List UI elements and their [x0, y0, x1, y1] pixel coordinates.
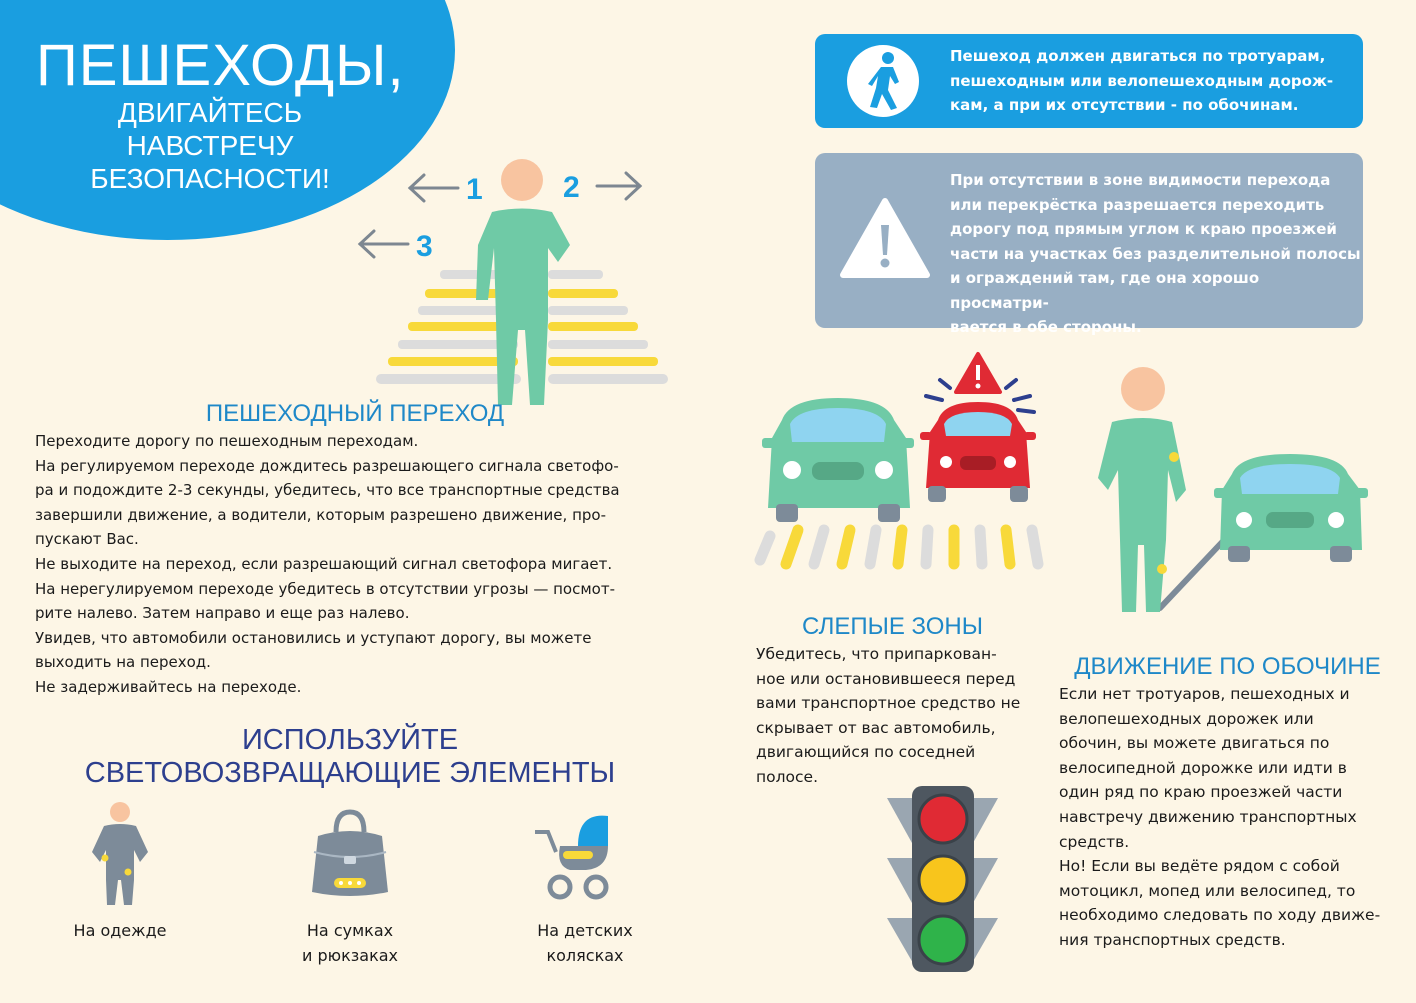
arrow-3-icon	[360, 231, 408, 257]
pedestrian-icon	[815, 34, 816, 35]
strollers-caption: На детских колясках	[537, 921, 633, 965]
warning-icon	[815, 153, 816, 154]
direction-1-label: 1	[466, 173, 483, 206]
bag-icon	[312, 812, 388, 896]
bags-caption: На сумках и рюкзаках	[301, 921, 399, 965]
roadside-car-icon	[1214, 454, 1368, 562]
direction-2-label: 2	[563, 171, 580, 204]
red-car-icon	[920, 402, 1036, 502]
traffic-light-icon	[0, 0, 1, 1]
crossing-info-box	[815, 153, 1363, 336]
blind-zones-heading: СЛЕПЫЕ ЗОНЫ	[802, 613, 983, 640]
pedestrian-figure	[476, 159, 570, 405]
roadside-text: Если нет тротуаров, пешеходных и велопешеходных дорожек или обочин, вы можете двигаться по велосипедной дорожке или идти в один ряд по краю проезжей части навстречу движению транспортных средств. Но! Если вы ведёте рядом с собой мотоцикл, мопед или велосипед, то необходимо следовать по ходу движе- ния транспортных средств.	[1059, 685, 1381, 949]
arrow-2-icon	[597, 173, 640, 199]
crossing-text: Переходите дорогу по пешеходным переходам. На регулируемом переходе дождитесь разрешающего сигнала светофо- ра и подождите 2-3 секунды, убедитесь, что все транспортные средства завершили движение, а водители, которым разрешено движение, про- пускают Вас. Не выходите на переход, если разрешающий сигнал светофора мигает. На нерегулируемом переходе убедитесь в отсутствии угрозы — посмот- рите налево. Затем направо и еще раз налево. Увидев, что автомобили остановились и уступают дорогу, вы можете выходить на переход. Не задерживайтесь на переходе.	[35, 432, 620, 696]
clothes-figure-icon	[92, 802, 148, 905]
page-subtitle: ДВИГАЙТЕСЬ НАВСТРЕЧУ БЕЗОПАСНОСТИ!	[90, 97, 330, 194]
road-edge	[1160, 538, 1226, 608]
sidewalk-info-text: Пешеход должен двигаться по тротуарам, пешеходным или велопешеходным дорож- кам, а при их отсутствии - по обочинам.	[950, 47, 1334, 114]
clothes-caption: На одежде	[73, 921, 167, 940]
green-car-icon	[762, 398, 914, 522]
direction-3-label: 3	[416, 230, 433, 263]
reflective-heading: ИСПОЛЬЗУЙТЕ СВЕТОВОЗВРАЩАЮЩИЕ ЭЛЕМЕНТЫ	[84, 724, 616, 789]
roadside-pedestrian-figure	[1098, 367, 1186, 612]
crossing-heading: ПЕШЕХОДНЫЙ ПЕРЕХОД	[205, 400, 505, 427]
page-title: ПЕШЕХОДЫ,	[36, 33, 405, 98]
sidewalk-info-box	[815, 34, 1363, 128]
arrow-1-icon	[410, 175, 458, 201]
blind-zones-text: Убедитесь, что припаркован- ное или остановившееся перед вами транспортное средство не скрывает от вас автомобиль, двигающийся по соседней полосе.	[756, 645, 1021, 786]
blind-zone-zebra	[760, 530, 1038, 564]
stroller-icon	[535, 816, 608, 897]
roadside-heading: ДВИЖЕНИЕ ПО ОБОЧИНЕ	[1074, 653, 1381, 680]
crossing-info-text: При отсутствии в зоне видимости перехода или перекрёстка разрешается переходить дорогу под прямым углом к краю проезжей части на участках без разделительной полосы и ограждений там, где она хорошо просматри- вается в обе стороны.	[950, 171, 1361, 336]
